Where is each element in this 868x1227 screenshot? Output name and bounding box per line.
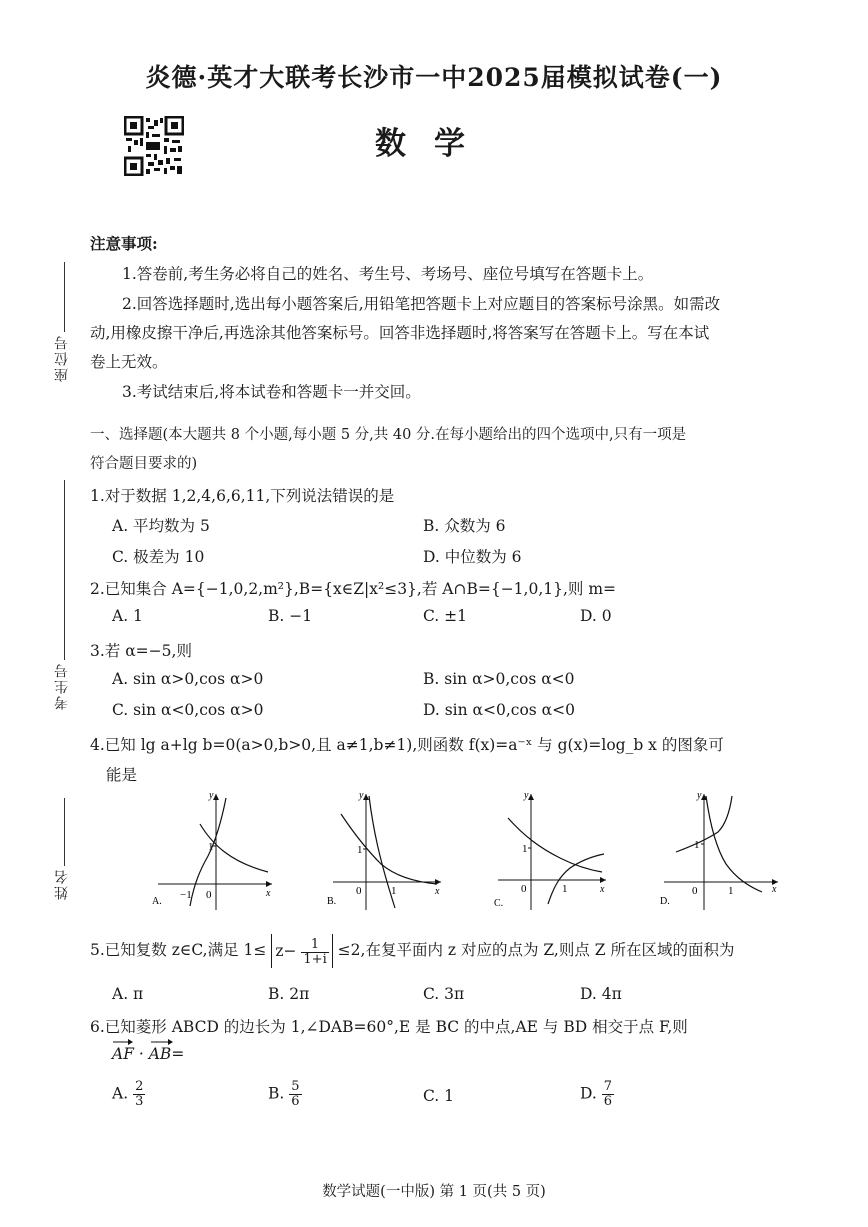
q6-a-den: 3 xyxy=(135,1094,144,1109)
q4-graph-b-tick-1: 1 xyxy=(357,844,363,856)
q4-graph-b-label: B. xyxy=(327,896,337,907)
q4-graph-a-tick-1: 1 xyxy=(208,841,214,853)
vector-arrow-icon xyxy=(150,1038,174,1046)
q4-graph-d-origin: 0 xyxy=(692,885,698,897)
name-line xyxy=(64,798,65,866)
q4-graph-a-label: A. xyxy=(152,896,162,907)
notice-item-2-line-1: 2.回答选择题时,选出每小题答案后,用铅笔把答题卡上对应题目的答案标号涂黑。如需改 xyxy=(122,295,721,313)
q5-stem-post: ≤2,在复平面内 z 对应的点为 Z,则点 Z 所在区域的面积为 xyxy=(337,941,735,959)
notice-item-3: 3.考试结束后,将本试卷和答题卡一并交回。 xyxy=(122,383,421,401)
q1-option-d: D. 中位数为 6 xyxy=(423,548,522,566)
exam-number-line xyxy=(64,480,65,660)
q6-option-a xyxy=(112,1080,145,1109)
page-footer: 数学试题(一中版) 第 1 页(共 5 页) xyxy=(322,1184,546,1200)
q2-option-d: D. 0 xyxy=(580,607,612,625)
q6-option-d xyxy=(580,1080,614,1109)
q6-a-num: 2 xyxy=(135,1079,144,1094)
q4-graph-b-y: y xyxy=(359,790,364,801)
q4-graph-c-tick-1: 1 xyxy=(522,843,528,855)
q4-graph-d-tick-1: 1 xyxy=(694,839,700,851)
q4-graph-d-tick-x1: 1 xyxy=(728,885,734,897)
q4-graph-a-x: x xyxy=(266,888,271,899)
q4-graph-c-label: C. xyxy=(494,898,504,909)
seat-line xyxy=(64,262,65,332)
q6-b-num: 5 xyxy=(291,1079,300,1094)
q1-option-a: A. 平均数为 5 xyxy=(112,517,210,535)
q1-stem: 1.对于数据 1,2,4,6,6,11,下列说法错误的是 xyxy=(90,487,395,505)
q1-option-c: C. 极差为 10 xyxy=(112,548,205,566)
q6-option-a-frac xyxy=(133,1080,145,1109)
q2-option-b: B. −1 xyxy=(268,607,313,625)
q6-option-d-label: D. xyxy=(580,1084,597,1103)
q4-graph-b-origin: 0 xyxy=(356,885,362,897)
q4-graph-d-label: D. xyxy=(660,896,670,907)
q4-stem-cont: 能是 xyxy=(106,766,138,784)
q2-stem: 2.已知集合 A={−1,0,2,m²},B={x∈Z|x²≤3},若 A∩B={−1,0,1},则 m= xyxy=(90,580,617,598)
q4-graph-c-tick-x1: 1 xyxy=(562,883,568,895)
q2-option-c: C. ±1 xyxy=(423,607,468,625)
q5-fraction xyxy=(301,938,328,967)
q5-frac-den: 1+i xyxy=(303,951,327,967)
q6-d-num: 7 xyxy=(603,1079,613,1094)
seat-label: 座位号 xyxy=(54,334,70,382)
q5-stem xyxy=(90,934,734,968)
q5-abs-value xyxy=(271,934,332,968)
q5-abs-inner: z− xyxy=(275,942,297,960)
q3-option-d: D. sin α<0,cos α<0 xyxy=(423,701,576,719)
q2-option-a: A. 1 xyxy=(112,607,143,625)
q6-option-b-frac xyxy=(289,1080,301,1109)
q4-graph-a-y: y xyxy=(209,790,214,801)
notice-item-1: 1.答卷前,考生务必将自己的姓名、考生号、考场号、座位号填写在答题卡上。 xyxy=(122,265,654,283)
subject-title: 数学 xyxy=(375,126,493,162)
q1-option-b: B. 众数为 6 xyxy=(423,517,506,535)
q6-stem: 6.已知菱形 ABCD 的边长为 1,∠DAB=60°,E 是 BC 的中点,AE 与 BD 相交于点 F,则 xyxy=(90,1018,688,1036)
q6-option-a-label: A. xyxy=(112,1084,129,1103)
page-title: 炎德·英才大联考长沙市一中2025届模拟试卷(一) xyxy=(145,63,723,92)
q4-graph-c-origin: 0 xyxy=(521,883,527,895)
q4-graph-c-x: x xyxy=(600,884,605,895)
notice-item-2-line-2: 动,用橡皮擦干净后,再选涂其他答案标号。回答非选择题时,将答案写在答题卡上。写在本试 xyxy=(90,324,710,342)
q4-graph-b xyxy=(325,788,455,918)
q5-frac-num: 1 xyxy=(301,938,328,953)
notice-item-2-line-3: 卷上无效。 xyxy=(90,353,168,371)
q4-graph-d-x: x xyxy=(772,884,777,895)
q6-option-b xyxy=(268,1080,302,1109)
q6-option-c: C. 1 xyxy=(423,1087,455,1105)
q3-stem: 3.若 α=−5,则 xyxy=(90,642,192,660)
section-heading-cont: 符合题目要求的) xyxy=(90,456,198,472)
name-label: 姓名 xyxy=(54,868,70,900)
q4-graph-a-origin: 0 xyxy=(206,889,212,901)
q3-option-b: B. sin α>0,cos α<0 xyxy=(423,670,575,688)
q3-option-c: C. sin α<0,cos α>0 xyxy=(112,701,264,719)
q4-graph-d xyxy=(656,788,786,918)
q4-graph-a xyxy=(150,788,280,918)
section-heading: 一、选择题(本大题共 8 个小题,每小题 5 分,共 40 分.在每小题给出的四个选项中,只有一项是 xyxy=(90,427,687,443)
q5-option-d: D. 4π xyxy=(580,985,622,1003)
q5-option-b: B. 2π xyxy=(268,985,310,1003)
q5-stem-pre: 5.已知复数 z∈C,满足 1≤ xyxy=(90,941,267,959)
q6-option-d-frac xyxy=(602,1080,614,1109)
q4-stem: 4.已知 lg a+lg b=0(a>0,b>0,且 a≠1,b≠1),则函数 f(x)=a⁻ˣ 与 g(x)=log_b x 的图象可 xyxy=(90,736,724,754)
q4-graph-b-tick-x1: 1 xyxy=(391,885,397,897)
q6-option-b-label: B. xyxy=(268,1084,285,1103)
q6-d-den: 6 xyxy=(603,1094,613,1109)
q5-option-c: C. 3π xyxy=(423,985,465,1003)
q4-graph-c xyxy=(490,788,620,918)
q6-stem-cont: AF · AB= xyxy=(112,1045,185,1063)
q4-graph-a-tick-neg1: −1 xyxy=(180,889,192,901)
q4-graph-c-y: y xyxy=(524,790,529,801)
q5-option-a: A. π xyxy=(112,985,144,1003)
notice-heading: 注意事项: xyxy=(90,234,158,253)
vector-arrow-icon xyxy=(112,1038,134,1046)
q3-option-a: A. sin α>0,cos α>0 xyxy=(112,670,264,688)
q4-graph-b-x: x xyxy=(435,886,440,897)
exam-number-label: 考生号 xyxy=(54,662,70,710)
q6-b-den: 6 xyxy=(291,1094,300,1109)
q4-graph-d-y: y xyxy=(697,790,702,801)
